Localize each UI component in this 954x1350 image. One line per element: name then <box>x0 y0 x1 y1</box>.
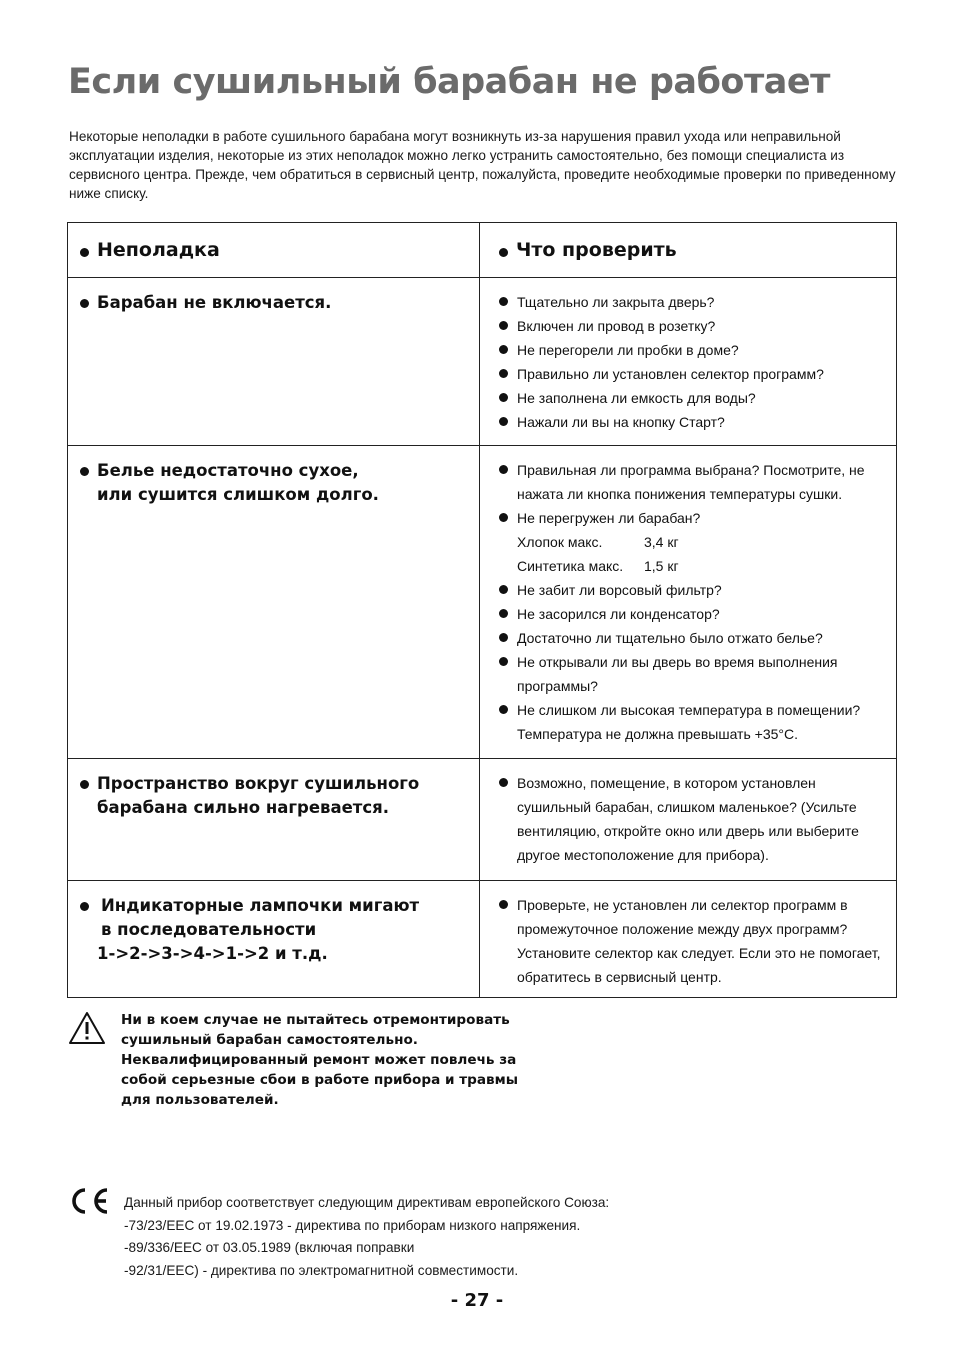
bullet-icon <box>499 778 508 787</box>
intro-paragraph: Некоторые неполадки в работе сушильного барабана могут возникнуть из-за нарушения правил ухода или неправильной эксплуатации изделия, некоторые из этих неполадок можно легко устранить самостоятельно, без помощи специалиста из сервисного центра. Прежде, чем обратиться в сервисный центр, пожалуйста, проведите необходимые проверки по приведенному ниже списку. <box>69 129 896 201</box>
list-item <box>499 290 884 314</box>
troubleshooting-table <box>67 222 897 998</box>
bullet-icon <box>80 780 89 789</box>
bullet-icon <box>499 369 508 378</box>
bullet-icon <box>499 321 508 330</box>
list-item <box>499 698 884 746</box>
table-row <box>68 881 897 998</box>
compliance-line: Данный прибор соответствует следующим директивам европейского Союза: <box>124 1195 610 1210</box>
load-label: Хлопок макс. <box>517 534 603 550</box>
list-item <box>499 338 884 362</box>
check-cell <box>480 881 897 998</box>
check-text: Не засорился ли конденсатор? <box>517 606 720 622</box>
bullet-icon <box>499 585 508 594</box>
problem-cell <box>68 446 480 759</box>
load-value: 3,4 кг <box>644 534 679 550</box>
bullet-icon <box>499 657 508 666</box>
list-item <box>499 362 884 386</box>
warning-line: собой серьезные сбои в работе прибора и травмы <box>121 1072 519 1088</box>
bullet-icon <box>80 248 89 257</box>
page-title: Если сушильный барабан не работает <box>68 62 830 102</box>
warning-line: сушильный барабан самостоятельно. <box>121 1032 418 1048</box>
check-text: Не заполнена ли емкость для воды? <box>517 390 756 406</box>
problem-text: Пространство вокруг сушильного <box>97 774 420 793</box>
problem-text: Индикаторные лампочки мигают <box>101 896 420 915</box>
bullet-icon <box>499 609 508 618</box>
bullet-icon <box>80 299 89 308</box>
list-item <box>499 458 884 506</box>
compliance-line: -89/336/EEC от 03.05.1989 (включая поправки <box>124 1240 415 1255</box>
table-row <box>68 446 897 759</box>
list-item <box>499 602 884 626</box>
problem-cell <box>68 278 480 446</box>
table-header-row <box>68 223 897 278</box>
warning-line: Ни в коем случае не пытайтесь отремонтировать <box>121 1012 510 1028</box>
check-text: Не забит ли ворсовый фильтр? <box>517 582 722 598</box>
table-row <box>68 759 897 881</box>
problem-text: Белье недостаточно сухое, <box>97 461 359 480</box>
list-item <box>499 650 884 698</box>
warning-triangle-icon <box>68 1011 106 1045</box>
bullet-icon <box>499 465 508 474</box>
bullet-icon <box>499 513 508 522</box>
check-text: Правильно ли установлен селектор программ? <box>517 366 824 382</box>
load-item <box>499 530 884 554</box>
bullet-icon <box>499 248 508 257</box>
bullet-icon <box>499 345 508 354</box>
check-text: Не перегружен ли барабан? <box>517 510 701 526</box>
header-check <box>480 223 897 278</box>
problem-text: или сушится слишком долго. <box>97 485 379 504</box>
load-item <box>499 554 884 578</box>
table-row <box>68 278 897 446</box>
check-text: Достаточно ли тщательно было отжато белье? <box>517 630 823 646</box>
bullet-icon <box>499 297 508 306</box>
check-text: Включен ли провод в розетку? <box>517 318 716 334</box>
check-text: Проверьте, не установлен ли селектор программ в промежуточное положение между двух программ? Установите селектор как следует. Если это не помогает, обратитесь в сервисный центр. <box>517 897 881 985</box>
check-text: Не перегорели ли пробки в доме? <box>517 342 739 358</box>
warning-line: для пользователей. <box>121 1092 279 1108</box>
check-text: Нажали ли вы на кнопку Старт? <box>517 414 725 430</box>
list-item <box>499 314 884 338</box>
load-value: 1,5 кг <box>644 558 679 574</box>
list-item <box>499 626 884 650</box>
compliance-line: -92/31/EEC) - директива по электромагнитной совместимости. <box>124 1262 519 1278</box>
problem-text: барабана сильно нагревается. <box>97 798 390 817</box>
list-item <box>499 410 884 434</box>
list-item <box>499 893 884 989</box>
check-text: Правильная ли программа выбрана? Посмотрите, не нажата ли кнопка понижения температуры сушки. <box>517 462 865 502</box>
check-text: Возможно, помещение, в котором установлен сушильный барабан, слишком маленькое? (Усильте вентиляцию, откройте окно или дверь или выберите другое местоположение для прибора). <box>517 775 859 863</box>
check-text: Не открывали ли вы дверь во время выполнения программы? <box>517 654 838 694</box>
page-number: - 27 - <box>450 1290 504 1311</box>
list-item <box>499 771 884 867</box>
compliance-line: -73/23/EEC от 19.02.1973 - директива по приборам низкого напряжения. <box>124 1217 581 1233</box>
load-label: Синтетика макс. <box>517 558 624 574</box>
problem-text: 1->2->3->4->1->2 и т.д. <box>97 944 328 963</box>
header-problem-label: Неполадка <box>97 239 220 261</box>
bullet-icon <box>499 393 508 402</box>
check-text: Не слишком ли высокая температура в помещении? Температура не должна превышать +35°C. <box>517 702 861 742</box>
check-cell <box>480 446 897 759</box>
check-cell <box>480 759 897 881</box>
problem-text: Барабан не включается. <box>97 293 332 312</box>
warning-block <box>68 1010 541 1110</box>
check-cell <box>480 278 897 446</box>
header-problem <box>68 223 480 278</box>
list-item <box>499 506 884 530</box>
list-item <box>499 386 884 410</box>
problem-text: в последовательности <box>101 920 317 939</box>
check-text: Тщательно ли закрыта дверь? <box>517 294 715 310</box>
problem-cell <box>68 759 480 881</box>
bullet-icon <box>80 902 89 911</box>
bullet-icon <box>499 900 508 909</box>
warning-text <box>121 1010 541 1110</box>
bullet-icon <box>499 633 508 642</box>
bullet-icon <box>499 705 508 714</box>
bullet-icon <box>80 467 89 476</box>
warning-line: Неквалифицированный ремонт может повлечь за <box>121 1052 517 1068</box>
list-item <box>499 578 884 602</box>
ce-mark-icon <box>68 1186 110 1216</box>
problem-cell <box>68 881 480 998</box>
bullet-icon <box>499 417 508 426</box>
header-check-label: Что проверить <box>516 239 677 261</box>
compliance-text <box>124 1192 609 1282</box>
